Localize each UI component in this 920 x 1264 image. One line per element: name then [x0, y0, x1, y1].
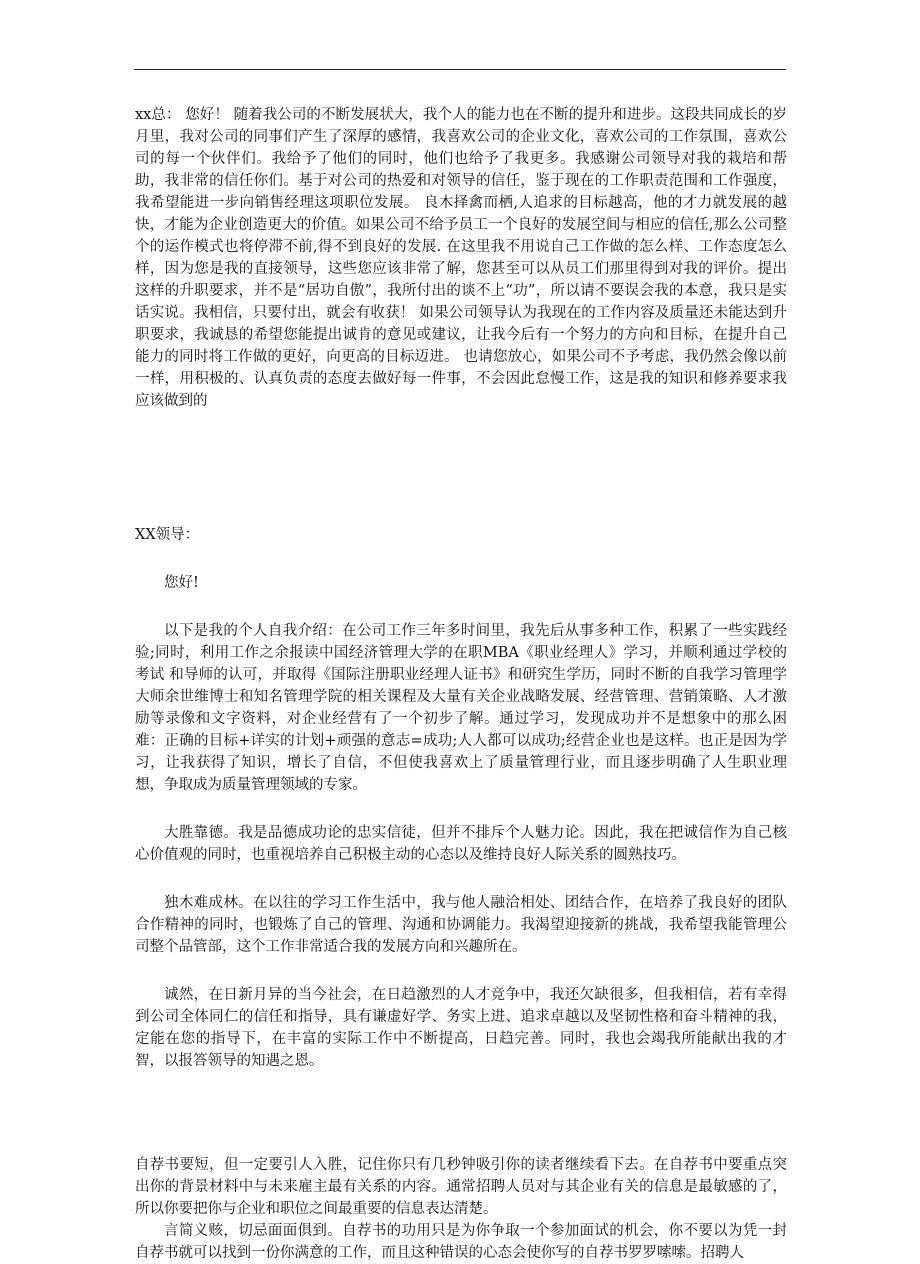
tips-paragraph: 自荐书要短，但一定要引人入胜，记住你只有几秒钟吸引你的读者继续看下去。在自荐书中要重点突出你的背景材料中与未来雇主最有关系的内容。通常招聘人员对与其企业有关的信息是最敏感的了，所以你要把你与企业和职位之间最重要的信息表达清楚。: [135, 1157, 787, 1217]
letter2-paragraph: 诚然，在日新月异的当今社会，在日趋激烈的人才竞争中，我还欠缺很多，但我相信，若有幸得到公司全体同仁的信任和指导，具有谦虚好学、务实上进、追求卓越以及坚韧性格和奋斗精神的我，定能在您的指导下，在丰富的实际工作中不断提高，日趋完善。同时，我也会竭我所能献出我的才智，以报答领导的知遇之恩。: [135, 987, 787, 1069]
tips-paragraph: 言简义赅，切忌面面俱到。自荐书的功用只是为你争取一个参加面试的机会，你不要以为凭一封自荐书就可以找到一份你满意的工作，而且这种错误的心态会使你写的自荐书罗罗嗦嗦。招聘人: [135, 1223, 787, 1261]
letter2-salutation: XX领导：: [135, 527, 200, 543]
letter1-body: xx总： 您好！ 随着我公司的不断发展状大，我个人的能力也在不断的提升和进步。这段共同成长的岁月里，我对公司的同事们产生了深厚的感情，我喜欢公司的企业文化，喜欢公司的工作氛围，喜欢公司的每一个伙伴们。我给予了他们的同时，他们也给予了我更多。我感谢公司领导对我的栽培和帮助，我非常的信任你们。基于对公司的热爱和对领导的信任，鉴于现在的工作职责范围和工作强度，我希望能进一步向销售经理这项职位发展。 良木择禽而栖,人追求的目标越高，他的才力就发展的越快，才能为企业创造更大的价值。如果公司不给予员工一个良好的发展空间与相应的信任,那么公司整个的运作模式也将停滞不前,得不到良好的发展. 在这里我不用说自己工作做的怎么样、工作态度怎么样，因为您是我的直接领导，这些您应该非常了解，您甚至可以从员工们那里得到对我的评价。提出这样的升职要求，并不是“居功自傲”，我所付出的谈不上“功”，所以请不要误会我的本意，我只是实话实说。我相信，只要付出，就会有收获！ 如果公司领导认为我现在的工作内容及质量还未能达到升职要求，我诚恳的希望您能提出诚肯的意见或建议，让我今后有一个努力的方向和目标，在提升自己能力的同时将工作做的更好，向更高的目标迈进。 也请您放心，如果公司不予考虑，我仍然会像以前一样，用积极的、认真负责的态度去做好每一件事，不会因此怠慢工作，这是我的知识和修养要求我应该做到的: [135, 107, 787, 409]
letter2-paragraph: 以下是我的个人自我介绍：在公司工作三年多时间里，我先后从事多种工作，积累了一些实践经验;同时，利用工作之余报读中国经济管理大学的在职MBA《职业经理人》学习，并顺利通过学校的 考试 和导师的认可，并取得《国际注册职业经理人证书》和研究生学历，同时不断的自我学习管理学大师余世维博士和知名管理学院的相关课程及大量有关企业战略发展、经营管理、营销策略、人才激励等录像和文字资料，对企业经营有了一个初步了解。通过学习，发现成功并不是想象中的那么困难：正确的目标+详实的计划+顽强的意志=成功;人人都可以成功;经营企业也是这样。也正是因为学习，让我获得了知识，增长了自信，不但使我喜欢上了质量管理行业，而且逐步明确了人生职业理想，争取成为质量管理领域的专家。: [135, 623, 787, 793]
document-body: [135, 104, 787, 1264]
letter2-paragraph: 大胜靠德。我是品德成功论的忠实信徒，但并不排斥个人魅力论。因此，我在把诚信作为自己核心价值观的同时，也重视培养自己积极主动的心态以及维持良好人际关系的圆熟技巧。: [135, 825, 787, 863]
letter2-greeting: 您好!: [164, 575, 199, 591]
header-rule: [134, 69, 786, 70]
letter2-paragraph: 独木难成林。在以往的学习工作生活中，我与他人融洽相处、团结合作，在培养了我良好的团队合作精神的同时，也锻炼了自己的管理、沟通和协调能力。我渴望迎接新的挑战，我希望我能管理公司整个品管部，这个工作非常适合我的发展方向和兴趣所在。: [135, 895, 787, 955]
